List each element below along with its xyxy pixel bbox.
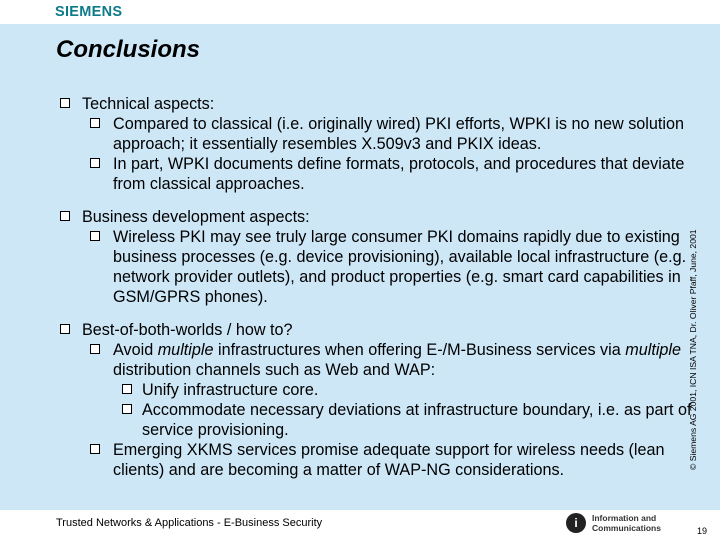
checkbox-bullet-icon (60, 98, 70, 108)
slide-title: Conclusions (56, 36, 201, 63)
checkbox-bullet-icon (90, 231, 100, 241)
slide-content (60, 94, 705, 480)
checkbox-bullet-icon (90, 158, 100, 168)
checkbox-bullet-icon (122, 404, 132, 414)
list-item-text: Compared to classical (i.e. originally wired) PKI efforts, WPKI is no new solution approach; it essentially resembles X.509v3 and PKIX ideas. (113, 115, 684, 153)
page-number: 19 (697, 526, 708, 536)
brand-line-1: Information and (592, 513, 657, 523)
text-run: infrastructures when offering E-/M-Business services via (213, 341, 626, 359)
list-item-text: In part, WPKI documents define formats, protocols, and procedures that deviate from classical approaches. (113, 155, 685, 193)
list-item-text: Wireless PKI may see truly large consumer PKI domains rapidly due to existing business processes (e.g. device provisioning), available local infrastructure (e.g. network provider outlets), and product properties (e.g. smart card capabilities in GSM/GPRS phones). (113, 228, 687, 306)
side-copyright: © Siemens AG 2001, ICN ISA TNA, Dr. Oliver Pfaff, June, 2001 (688, 229, 698, 470)
list-item-text: Emerging XKMS services promise adequate support for wireless needs (lean clients) and are becoming a matter of WAP-NG considerations. (113, 441, 665, 479)
list-item (60, 114, 705, 154)
section-heading: Business development aspects: (82, 208, 310, 226)
checkbox-bullet-icon (90, 118, 100, 128)
section-best-of-both (60, 320, 705, 340)
section-technical (60, 94, 705, 114)
footer-text: Trusted Networks & Applications - E-Business Security (56, 517, 323, 529)
checkbox-bullet-icon (60, 324, 70, 334)
text-run-italic: multiple (157, 341, 214, 359)
info-communications-logo-icon: i (566, 513, 586, 533)
list-item (60, 380, 705, 400)
section-heading: Best-of-both-worlds / how to? (82, 321, 293, 339)
list-item-text: Accommodate necessary deviations at infrastructure boundary, i.e. as part of service provisioning. (142, 401, 692, 439)
list-item (60, 227, 705, 307)
list-item (60, 340, 705, 380)
siemens-logo: SIEMENS (55, 4, 123, 20)
list-item (60, 440, 705, 480)
text-run-italic: multiple (625, 341, 682, 359)
checkbox-bullet-icon (90, 444, 100, 454)
checkbox-bullet-icon (90, 344, 100, 354)
info-communications-brand (592, 514, 672, 533)
checkbox-bullet-icon (122, 384, 132, 394)
list-item-text: Unify infrastructure core. (142, 381, 319, 399)
section-business (60, 207, 705, 227)
list-item (60, 400, 705, 440)
checkbox-bullet-icon (60, 211, 70, 221)
list-item-text (113, 340, 705, 380)
brand-line-2: Communications (592, 522, 661, 533)
text-run: distribution channels such as Web and WAP: (113, 361, 436, 379)
text-run: Avoid (113, 341, 158, 359)
section-heading: Technical aspects: (82, 95, 215, 113)
top-bar (0, 0, 720, 24)
list-item (60, 154, 705, 194)
